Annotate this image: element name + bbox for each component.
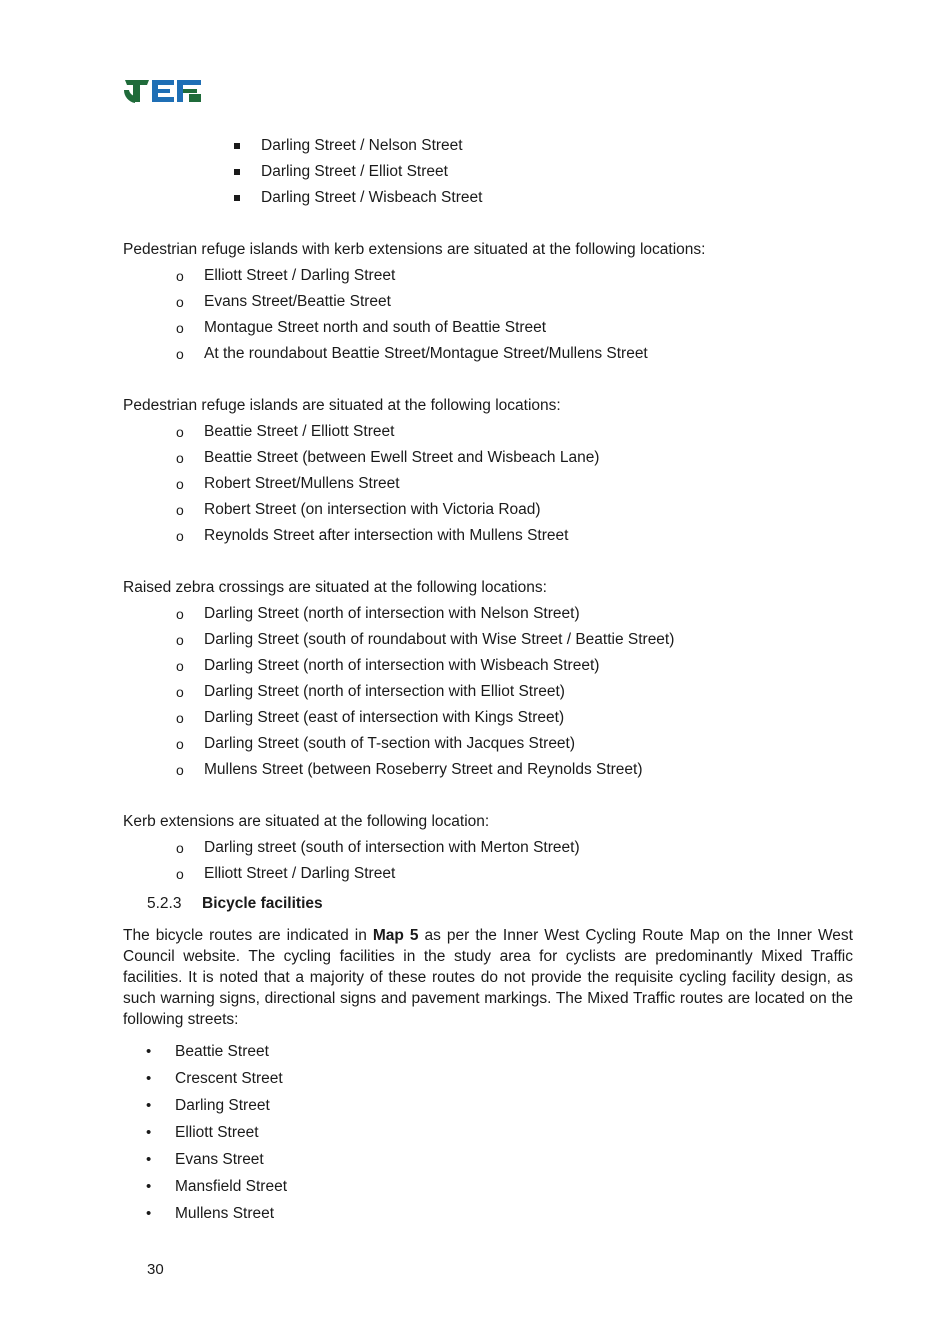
list-item: Darling Street / Nelson Street [261,133,482,159]
circle-bullet-icon: o [176,658,184,674]
refuge-kerb-intro: Pedestrian refuge islands with kerb extensions are situated at the following locations: [123,241,706,258]
logo-f [177,80,201,102]
list-item: o Robert Street/Mullens Street [204,471,599,497]
kerb-list [176,835,580,887]
list-item: o Darling Street (east of intersection with Kings Street) [204,705,674,731]
square-bullet-icon [234,143,240,149]
section-heading [147,893,323,915]
refuge-list [176,419,600,549]
list-item: o Reynolds Street after intersection with Mullens Street [204,523,599,549]
bullet-icon: • [146,1151,152,1168]
list-item: o Mullens Street (between Roseberry Street and Reynolds Street) [204,757,674,783]
intersection-list [261,133,482,211]
list-item: o At the roundabout Beattie Street/Montague Street/Mullens Street [204,341,648,367]
circle-bullet-icon: o [176,736,184,752]
list-item: • Evans Street [175,1146,287,1173]
list-item: • Crescent Street [175,1065,287,1092]
zebra-list [176,601,675,783]
refuge-kerb-list [176,263,648,367]
bullet-icon: • [146,1178,152,1195]
circle-bullet-icon: o [176,450,184,466]
bullet-icon: • [146,1070,152,1087]
circle-bullet-icon: o [176,632,184,648]
circle-bullet-icon: o [176,476,184,492]
circle-bullet-icon: o [176,606,184,622]
list-item: • Mansfield Street [175,1173,287,1200]
list-item: • Elliott Street [175,1119,287,1146]
circle-bullet-icon: o [176,502,184,518]
circle-bullet-icon: o [176,866,184,882]
list-item: o Beattie Street (between Ewell Street and Wisbeach Lane) [204,445,599,471]
circle-bullet-icon: o [176,294,184,310]
list-item: o Beattie Street / Elliott Street [204,419,599,445]
list-item: o Elliott Street / Darling Street [204,861,580,887]
bicycle-paragraph: The bicycle routes are indicated in Map 5 as per the Inner West Cycling Route Map on the Inner West Council website. The cycling facilities in the study area for cyclists are predominantly Mixed Traffic facilities. It is noted that a majority of these routes do not provide the requisite cycling facility design, as such warning signs, directional signs and pavement markings. The Mixed Traffic routes are located on the following streets: [123,927,853,1028]
refuge-intro: Pedestrian refuge islands are situated at the following locations: [123,397,561,414]
circle-bullet-icon: o [176,346,184,362]
list-item: o Darling Street (north of intersection with Wisbeach Street) [204,653,674,679]
logo-e [152,80,174,102]
section-title: Bicycle facilities [202,895,323,912]
list-item: o Darling Street (south of T-section with Jacques Street) [204,731,674,757]
list-item: o Darling Street (south of roundabout with Wise Street / Beattie Street) [204,627,674,653]
circle-bullet-icon: o [176,684,184,700]
kerb-intro: Kerb extensions are situated at the following location: [123,813,490,830]
square-bullet-icon [234,169,240,175]
list-item: o Elliott Street / Darling Street [204,263,648,289]
circle-bullet-icon: o [176,840,184,856]
circle-bullet-icon: o [176,320,184,336]
list-item: o Montague Street north and south of Beattie Street [204,315,648,341]
list-item: o Darling street (south of intersection with Merton Street) [204,835,580,861]
circle-bullet-icon: o [176,710,184,726]
list-item: o Robert Street (on intersection with Victoria Road) [204,497,599,523]
list-item: • Beattie Street [175,1038,287,1065]
circle-bullet-icon: o [176,268,184,284]
mixed-traffic-street-list [146,1038,287,1227]
tef-logo [123,76,203,104]
list-item: o Darling Street (north of intersection with Elliot Street) [204,679,674,705]
map-reference: Map 5 [372,927,419,944]
circle-bullet-icon: o [176,762,184,778]
list-item: o Darling Street (north of intersection with Nelson Street) [204,601,674,627]
list-item: Darling Street / Elliot Street [261,159,482,185]
circle-bullet-icon: o [176,528,184,544]
section-number: 5.2.3 [147,895,182,912]
list-item: Darling Street / Wisbeach Street [261,185,482,211]
bullet-icon: • [146,1097,152,1114]
zebra-intro: Raised zebra crossings are situated at the following locations: [123,579,547,596]
bullet-icon: • [146,1043,152,1060]
bullet-icon: • [146,1205,152,1222]
square-bullet-icon [234,195,240,201]
bullet-icon: • [146,1124,152,1141]
list-item: • Darling Street [175,1092,287,1119]
list-item: • Mullens Street [175,1200,287,1227]
page-number: 30 [147,1261,164,1278]
circle-bullet-icon: o [176,424,184,440]
list-item: o Evans Street/Beattie Street [204,289,648,315]
logo-t [124,79,149,103]
